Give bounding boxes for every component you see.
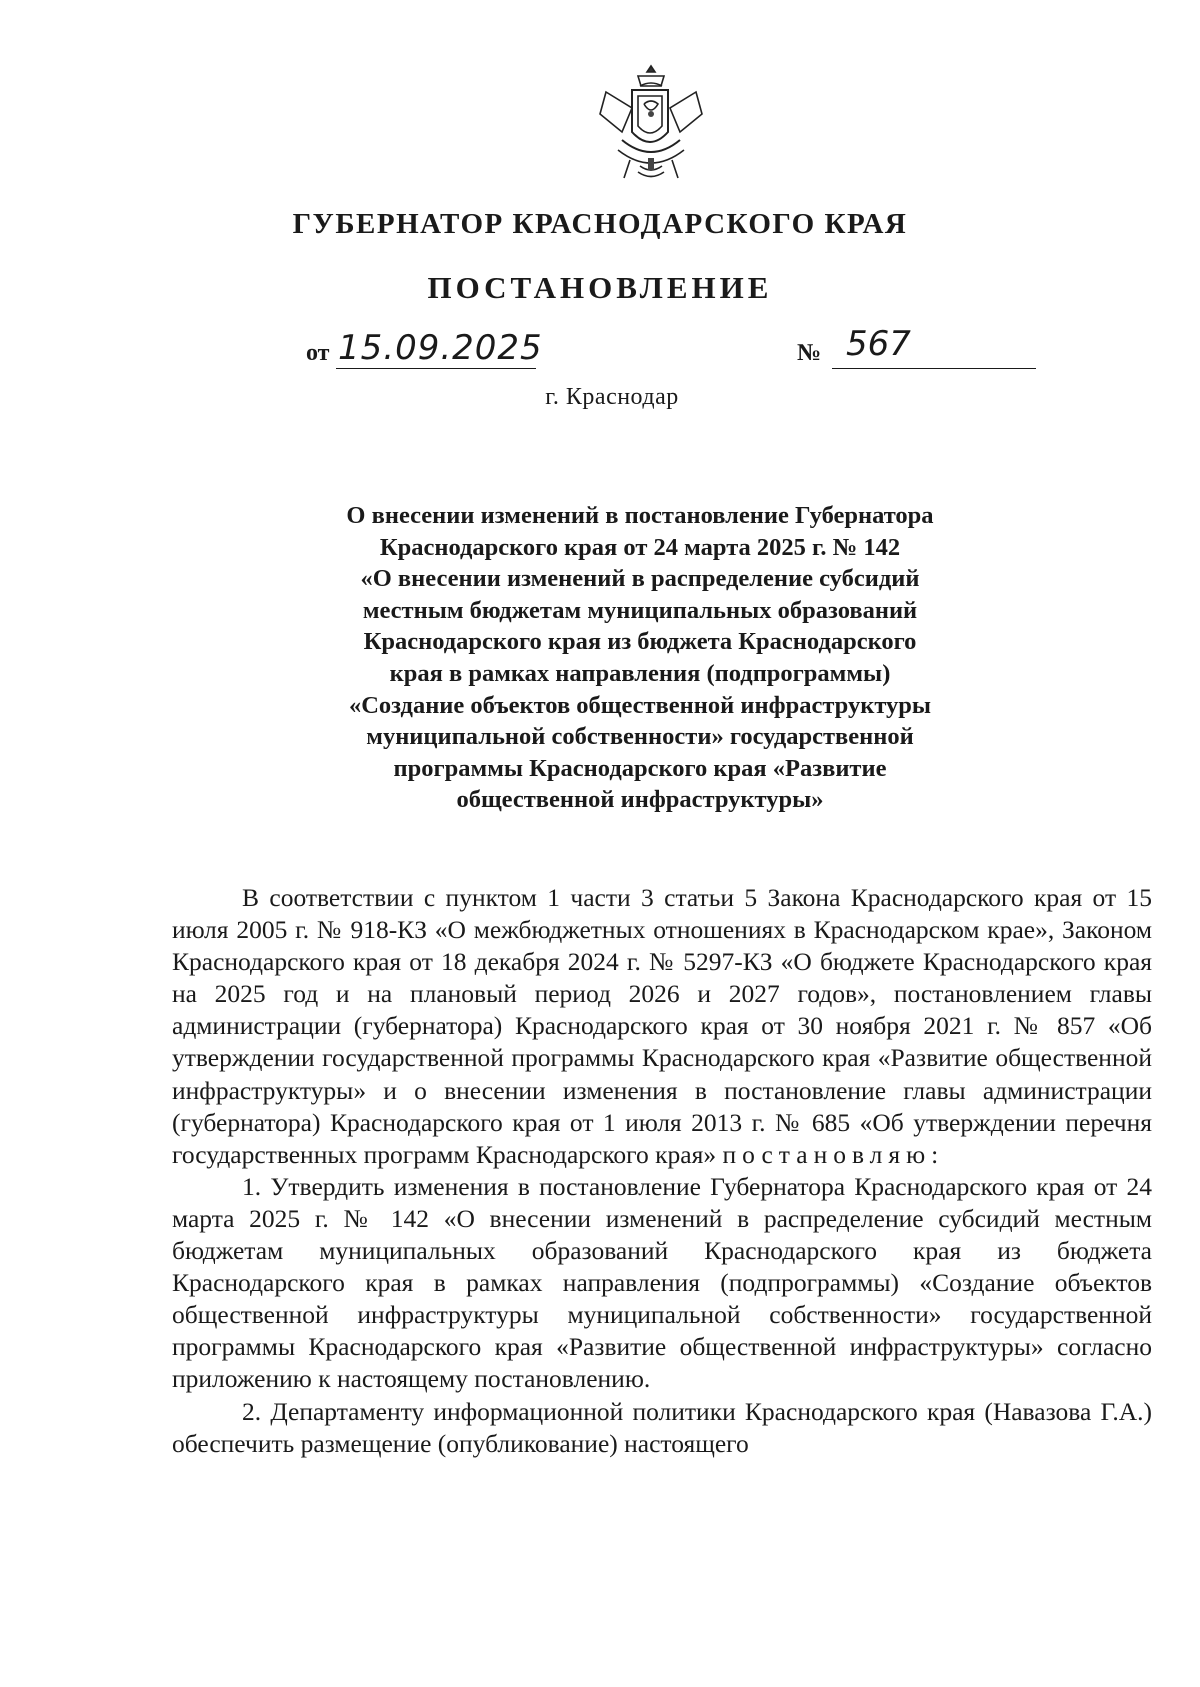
subject-line: Краснодарского края из бюджета Краснодарского — [363, 628, 917, 656]
number-underline — [832, 368, 1036, 369]
organization-title: ГУБЕРНАТОР КРАСНОДАРСКОГО КРАЯ — [292, 208, 908, 240]
document-type: ПОСТАНОВЛЕНИЕ — [427, 270, 773, 305]
number-label: № — [797, 340, 822, 366]
subject-line: муниципальной собственности» государственной — [366, 723, 914, 751]
date-label: от — [306, 340, 330, 366]
subject-line: Краснодарского края от 24 марта 2025 г. № 142 — [379, 533, 901, 561]
subject-line: «Создание объектов общественной инфраструктуры — [348, 691, 932, 719]
item-2-paragraph: 2. Департаменту информационной политики Краснодарского края (Навазова Г.А.) обеспечить размещение (опубликование) настоящего — [172, 1396, 1152, 1458]
decree-word: постановляю: — [722, 1139, 945, 1169]
handwritten-number: 567 — [846, 324, 911, 364]
item-1-paragraph: 1. Утвердить изменения в постановление Губернатора Краснодарского края от 24 марта 2025 г. № 142 «О внесении изменений в распределение субсидий местным бюджетам муниципальных образований Краснодарского края из бюджета Краснодарского края в рамках направления (подпрограммы) «Создание объектов общественной инфраструктуры муниципальной собственности» государственной программы Краснодарского края «Развитие общественной инфраструктуры» согласно приложению к настоящему постановлению. — [172, 1171, 1152, 1394]
date-underline — [336, 368, 536, 369]
subject-line: О внесении изменений в постановление Губернатора — [346, 502, 934, 529]
subject-line: местным бюджетам муниципальных образований — [362, 596, 918, 624]
subject-line: края в рамках направления (подпрограммы) — [389, 659, 891, 687]
city-name: г. Краснодар — [545, 384, 679, 410]
document-body — [172, 882, 1152, 1460]
preamble-text: В соответствии с пунктом 1 части 3 статьи 5 Закона Краснодарского края от 15 июля 2005 г. № 918-КЗ «О межбюджетных отношениях в Краснодарском крае», Законом Краснодарского края от 18 декабря 2024 г. № 5297-КЗ «О бюджете Краснодарского края на 2025 год и на плановый период 2026 и 2027 годов», постановлением главы администрации (губернатора) Краснодарского края от 30 ноября 2021 г. № 857 «Об утверждении государственной программы Краснодарского края «Развитие общественной инфраструктуры» и о внесении изменения в постановление главы администрации (губернатора) Краснодарского края от 1 июля 2013 г. № 685 «Об утверждении перечня государственных программ Краснодарского края» — [172, 883, 1152, 1169]
coat-of-arms-emblem — [592, 62, 710, 184]
preamble-paragraph — [172, 882, 1152, 1171]
subject-line: программы Краснодарского края «Развитие — [393, 754, 887, 782]
handwritten-date: 15.09.2025 — [338, 328, 543, 368]
subject-line: общественной инфраструктуры» — [456, 786, 824, 814]
subject-line: «О внесении изменений в распределение субсидий — [360, 565, 920, 593]
document-subject — [280, 500, 1000, 816]
